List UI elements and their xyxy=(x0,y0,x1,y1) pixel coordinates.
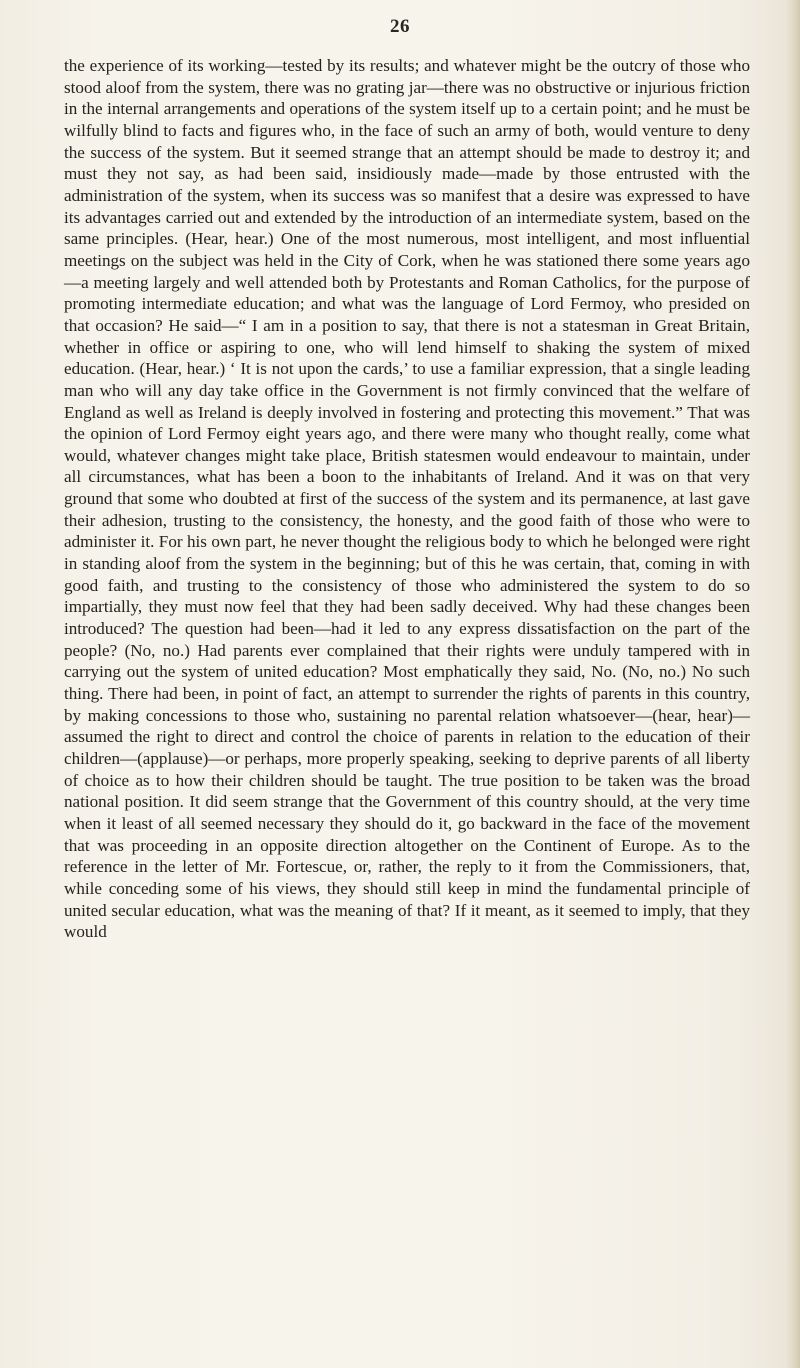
body-text xyxy=(64,55,750,943)
page-number: 26 xyxy=(390,16,410,37)
paragraph: the experience of its working—tested by its results; and whatever might be the outcry of those who stood aloof from the system, there was no grating jar—there was no obstructive or injurious friction in the internal arrangements and operations of the system itself up to a certain point; and he must be wilfully blind to facts and figures who, in the face of such an army of both, would venture to deny the success of the system. But it seemed strange that an attempt should be made to destroy it; and must they not say, as had been said, insidiously made—made by those entrusted with the administration of the system, when its success was so manifest that a desire was expressed to have its advantages carried out and extended by the introduction of an intermediate system, based on the same principles. (Hear, hear.) One of the most numerous, most intelligent, and most influential meetings on the subject was held in the City of Cork, when he was stationed there some years ago—a meeting largely and well attended both by Protestants and Roman Catholics, for the purpose of promoting intermediate education; and what was the language of Lord Fermoy, who presided on that occasion? He said—“ I am in a position to say, that there is not a statesman in Great Britain, whether in office or aspiring to one, who will lend himself to shaking the system of mixed education. (Hear, hear.) ‘ It is not upon the cards,’ to use a familiar expression, that a single leading man who will any day take office in the Government is not firmly convinced that the welfare of England as well as Ireland is deeply involved in fostering and protecting this movement.” That was the opinion of Lord Fermoy eight years ago, and there were many who thought really, come what would, whatever changes might take place, British statesmen would endeavour to maintain, under all circumstances, what has been a boon to the inhabitants of Ireland. And it was on that very ground that some who doubted at first of the success of the system and its permanence, at last gave their adhesion, trusting to the consistency, the honesty, and the good faith of those who were to administer it. For his own part, he never thought the religious body to which he belonged were right in standing aloof from the system in the beginning; but of this he was certain, that, coming in with good faith, and trusting to the consistency of those who administered the system to do so impartially, they must now feel that they had been sadly deceived. Why had these changes been introduced? The question had been—had it led to any express dissatisfaction on the part of the people? (No, no.) Had parents ever complained that their rights were unduly tampered with in carrying out the system of united education? Most emphatically they said, No. (No, no.) No such thing. There had been, in point of fact, an attempt to surrender the rights of parents in this country, by making concessions to those who, sustaining no parental relation whatsoever—(hear, hear)—assumed the right to direct and control the choice of parents in relation to the education of their children—(applause)—or perhaps, more properly speaking, seeking to deprive parents of all liberty of choice as to how their children should be taught. The true position to be taken was the broad national position. It did seem strange that the Government of this country should, at the very time when it least of all seemed necessary they should do it, go backward in the face of the movement that was proceeding in an opposite direction altogether on the Continent of Europe. As to the reference in the letter of Mr. Fortescue, or, rather, the reply to it from the Commissioners, that, while conceding some of his views, they should still keep in mind the fundamental principle of united secular education, what was the meaning of that? If it meant, as it seemed to imply, that they would xyxy=(64,56,750,942)
page-edge-shadow xyxy=(786,0,800,1368)
